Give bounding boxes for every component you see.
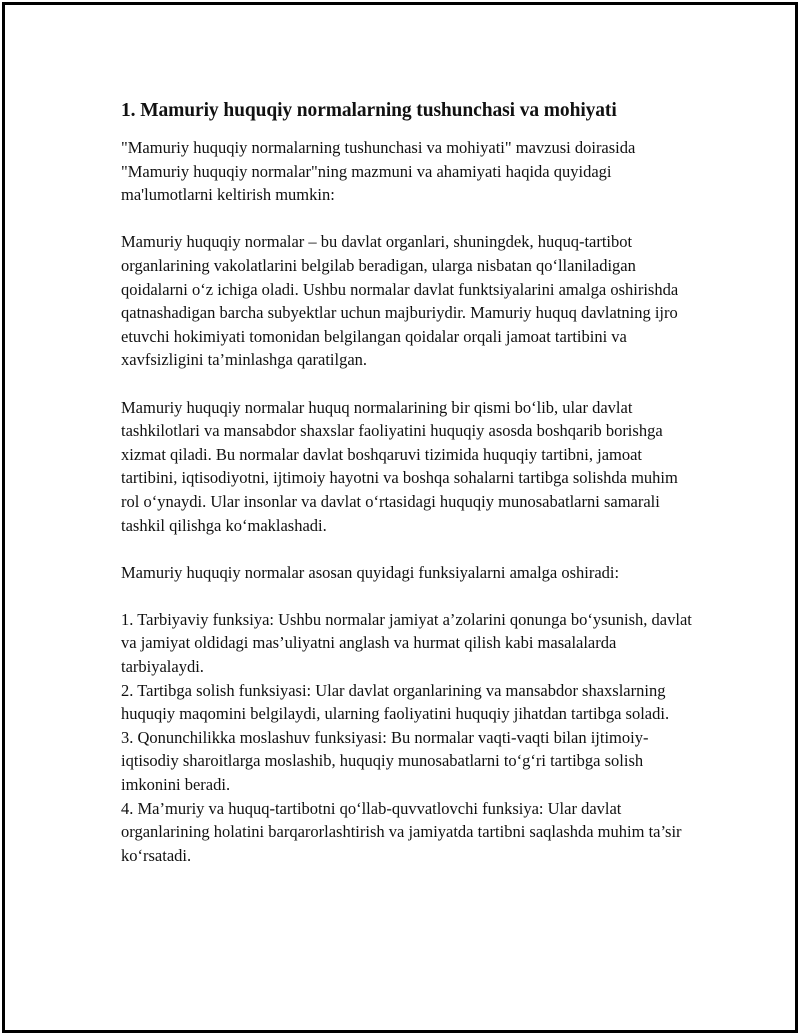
- paragraph-gap: [121, 372, 695, 396]
- function-item: 1. Tarbiyaviy funksiya: Ushbu normalar jamiyat a’zolarini qonunga bo‘ysunish, davlat va jamiyat oldidagi mas’uliyatni anglash va hurmat qilish kabi masalalarda tarbiyalaydi.: [121, 609, 692, 677]
- page-frame: [2, 2, 798, 1033]
- functions-intro: Mamuriy huquqiy normalar asosan quyidagi funksiyalarni amalga oshiradi:: [121, 562, 620, 582]
- definition-paragraph: Mamuriy huquqiy normalar – bu davlat organlari, shuningdek, huquq-tartibot organlarining vakolatlarini belgilab beradigan, ularga nisbatan qo‘llaniladigan qoidalarni o‘z ichiga oladi. Ushbu normalar davlat funktsiyalarini amalga oshirishda qatnashadigan barcha subyektlar uchun majburiydir. Mamuriy huquq davlatning ijro etuvchi hokimiyati tomonidan belgilangan qoidalar orqali jamoat tartibini va xavfsizligini ta’minlashga qaratilgan.: [121, 232, 679, 370]
- function-item: 3. Qonunchilikka moslashuv funksiyasi: Bu normalar vaqti-vaqti bilan ijtimoiy-iqtisodiy sharoitlarga moslashib, huquqiy munosabatlarni to‘g‘ri tartibga solish imkonini beradi.: [121, 727, 649, 795]
- role-paragraph: Mamuriy huquqiy normalar huquq normalarining bir qismi bo‘lib, ular davlat tashkilotlari va mansabdor shaxslar faoliyatini huquqiy asosda boshqarib borishga xizmat qiladi. Bu normalar davlat boshqaruvi tizimida huquqiy tartibni, jamoat tartibini, iqtisodiyotni, ijtimoiy hayotni va boshqa sohalarni tartibga solishda muhim rol o‘ynaydi. Ular insonlar va davlat o‘rtasidagi huquqiy munosabatlarni samarali tashkil qilishga ko‘maklashadi.: [121, 397, 678, 535]
- paragraph-gap: [121, 537, 695, 561]
- document-body: [121, 98, 695, 867]
- intro-paragraph: "Mamuriy huquqiy normalarning tushunchasi va mohiyati" mavzusi doirasida "Mamuriy huquqiy normalar"ning mazmuni va ahamiyati haqida quyidagi ma'lumotlarni keltirish mumkin:: [121, 138, 636, 205]
- function-item: 4. Ma’muriy va huquq-tartibotni qo‘llab-quvvatlovchi funksiya: Ular davlat organlarining holatini barqarorlashtirish va jamiyatda tartibni saqlashda muhim ta’sir ko‘rsatadi.: [121, 798, 682, 865]
- paragraph-gap: [121, 584, 695, 608]
- document-title: 1. Mamuriy huquqiy normalarning tushunchasi va mohiyati: [121, 100, 617, 121]
- function-item: 2. Tartibga solish funksiyasi: Ular davlat organlarining va mansabdor shaxslarning huquqiy maqomini belgilaydi, ularning faoliyatini huquqiy jihatdan tartibga soladi.: [121, 680, 670, 724]
- paragraph-gap: [121, 207, 695, 231]
